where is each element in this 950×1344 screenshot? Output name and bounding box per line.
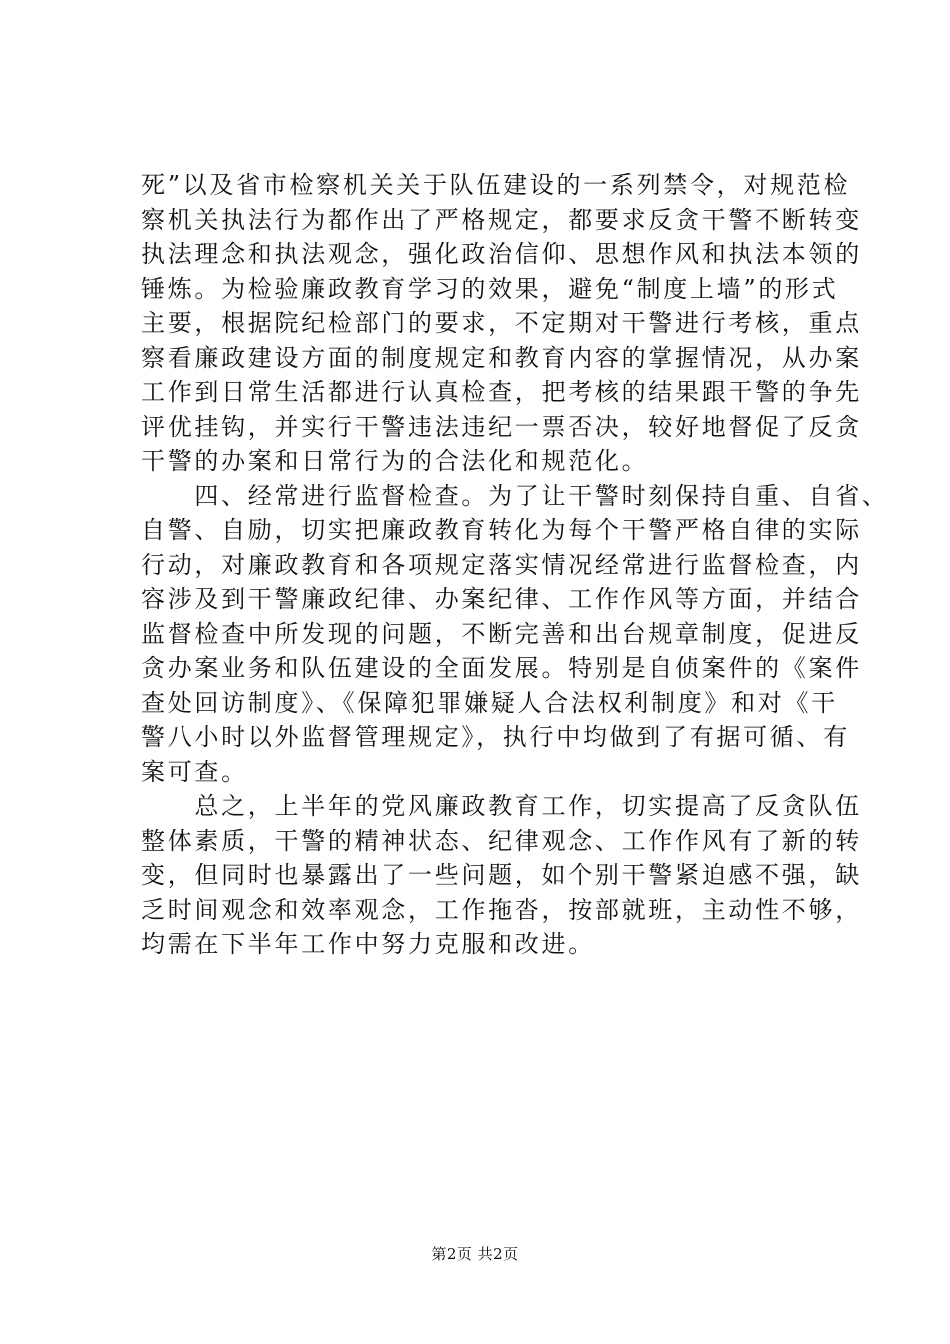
text-line: 总之，上半年的党风廉政教育工作，切实提高了反贪队伍 — [141, 792, 862, 820]
text-line: 查处回访制度》、《保障犯罪嫌疑人合法权利制度》和对《干 — [141, 688, 838, 717]
text-line: 贪办案业务和队伍建设的全面发展。特别是自侦案件的《案件 — [141, 654, 862, 682]
text-line: 容涉及到干警廉政纪律、办案纪律、工作作风等方面，并结合 — [141, 585, 862, 613]
text-line: 均需在下半年工作中努力克服和改进。 — [141, 930, 595, 958]
text-line: 死”以及省市检察机关关于队伍建设的一系列禁令，对规范检 — [141, 171, 851, 199]
text-line: 执法理念和执法观念，强化政治信仰、思想作风和执法本领的 — [141, 240, 862, 268]
text-line: 监督检查中所发现的问题，不断完善和出台规章制度，促进反 — [141, 619, 862, 648]
text-line: 行动，对廉政教育和各项规定落实情况经常进行监督检查，内 — [141, 550, 862, 579]
text-line: 整体素质，干警的精神状态、纪律观念、工作作风有了新的转 — [141, 826, 862, 855]
text-line: 案可查。 — [141, 757, 248, 786]
text-line: 锤炼。为检验廉政教育学习的效果，避免“制度上墙”的形式 — [141, 274, 839, 303]
body-text — [141, 168, 889, 962]
text-line: 警八小时以外监督管理规定》，执行中均做到了有据可循、有 — [141, 723, 850, 751]
text-line: 评优挂钩，并实行干警违法违纪一票否决，较好地督促了反贪 — [141, 412, 862, 441]
page-number-footer: 第2页 共2页 — [431, 1245, 519, 1263]
text-line: 四、经常进行监督检查。为了让干警时刻保持自重、自省、 — [141, 481, 889, 510]
text-line: 主要，根据院纪检部门的要求，不定期对干警进行考核，重点 — [141, 309, 862, 337]
text-line: 乏时间观念和效率观念，工作拖沓，按部就班，主动性不够， — [141, 895, 862, 924]
text-line: 自警、自励，切实把廉政教育转化为每个干警严格自律的实际 — [141, 516, 862, 544]
text-line: 干警的办案和日常行为的合法化和规范化。 — [141, 447, 649, 475]
text-line: 变，但同时也暴露出了一些问题，如个别干警紧迫感不强，缺 — [141, 861, 862, 889]
text-line: 工作到日常生活都进行认真检查，把考核的结果跟干警的争先 — [141, 378, 862, 406]
text-line: 察看廉政建设方面的制度规定和教育内容的掌握情况，从办案 — [141, 343, 862, 372]
text-line: 察机关执法行为都作出了严格规定，都要求反贪干警不断转变 — [141, 205, 862, 234]
